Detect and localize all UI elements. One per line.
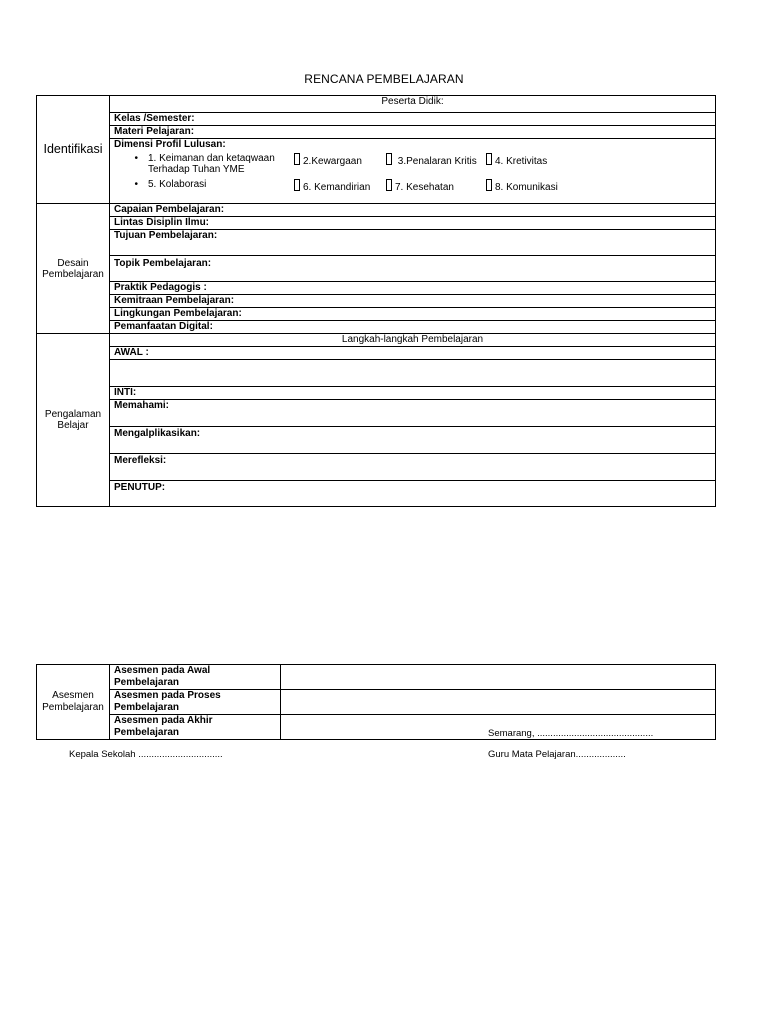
profil-option-4[interactable] [486,153,566,167]
profil-option-1-line2: Terhadap Tuhan YME [148,163,245,175]
row-capaian [37,204,716,217]
document-title: RENCANA PEMBELAJARAN [304,72,464,86]
pemanfaatan-digital-field[interactable]: Pemanfaatan Digital: [110,321,716,334]
kemitraan-field[interactable]: Kemitraan Pembelajaran: [110,295,716,308]
row-kelas [37,113,716,126]
lingkungan-field[interactable]: Lingkungan Pembelajaran: [110,308,716,321]
profil-option-3[interactable] [386,153,486,167]
row-langkah [37,334,716,347]
row-awal [37,347,716,360]
dimensi-profil-label: Dimensi Profil Lulusan: [110,139,716,152]
row-materi [37,126,716,139]
asesmen-proses-label: Asesmen pada Proses Pembelajaran [110,690,281,715]
langkah-heading: Langkah-langkah Pembelajaran [110,334,716,347]
row-lintas [37,217,716,230]
materi-pelajaran-field[interactable]: Materi Pelajaran: [110,126,716,139]
profil-option-1 [148,153,294,175]
row-inti [37,387,716,400]
row-awal-content [37,360,716,387]
section-label-asesmen: Asesmen Pembelajaran [37,665,110,740]
row-topik [37,256,716,282]
praktik-pedagogis-field[interactable]: Praktik Pedagogis : [110,282,716,295]
peserta-didik-heading: Peserta Didik: [110,96,716,113]
lesson-plan-table [36,95,716,507]
asesmen-proses-field[interactable] [281,690,716,715]
checkbox-icon[interactable] [386,179,392,191]
merefleksi-field[interactable]: Merefleksi: [110,454,716,481]
topik-pembelajaran-field[interactable]: Topik Pembelajaran: [110,256,716,282]
profil-option-4-label: 4. Kretivitas [495,155,548,167]
profil-option-8-label: 8. Komunikasi [495,181,558,193]
asesmen-awal-label: Asesmen pada Awal Pembelajaran [110,665,281,690]
profil-option-7-label: 7. Kesehatan [395,181,454,193]
row-asesmen-proses [37,690,716,715]
row-memahami [37,400,716,427]
row-peserta-didik [37,96,716,113]
checkbox-icon[interactable] [486,153,492,165]
asesmen-akhir-label: Asesmen pada Akhir Pembelajaran [110,715,281,740]
lintas-disiplin-field[interactable]: Lintas Disiplin Ilmu: [110,217,716,230]
bullet-icon: • [134,178,138,190]
row-lingkungan [37,308,716,321]
section-label-desain: Desain Pembelajaran [37,204,110,334]
checkbox-icon[interactable] [386,153,392,165]
memahami-field[interactable]: Memahami: [110,400,716,427]
row-digital [37,321,716,334]
mengaplikasikan-field[interactable]: Mengalplikasikan: [110,427,716,454]
row-penutup [37,481,716,507]
profil-option-2[interactable] [294,153,386,167]
profil-options [110,152,716,204]
row-dimensi [37,139,716,152]
signature-place-date: Semarang, ............................................ [488,728,654,739]
profil-option-1-line1: 1. Keimanan dan ketaqwaan [148,152,275,164]
profil-option-8[interactable] [486,179,566,193]
profil-row-2 [114,179,711,192]
row-mengaplikasikan [37,427,716,454]
section-label-pengalaman: Pengalaman Belajar [37,334,110,507]
row-asesmen-awal [37,665,716,690]
row-merefleksi [37,454,716,481]
profil-row-1 [114,153,711,178]
awal-content-field[interactable] [110,360,716,387]
capaian-pembelajaran-field[interactable]: Capaian Pembelajaran: [110,204,716,217]
profil-option-5: 5. Kolaborasi [148,178,207,190]
kelas-semester-field[interactable]: Kelas /Semester: [110,113,716,126]
checkbox-icon[interactable] [294,153,300,165]
profil-option-6[interactable] [294,179,386,193]
inti-label: INTI: [110,387,716,400]
checkbox-icon[interactable] [294,179,300,191]
row-praktik [37,282,716,295]
row-kemitraan [37,295,716,308]
profil-option-7[interactable] [386,179,486,193]
asesmen-awal-field[interactable] [281,665,716,690]
section-label-identifikasi: Identifikasi [37,96,110,204]
row-profil-options [37,152,716,204]
bullet-icon: • [134,152,138,164]
awal-label: AWAL : [110,347,716,360]
penutup-field[interactable]: PENUTUP: [110,481,716,507]
tujuan-pembelajaran-field[interactable]: Tujuan Pembelajaran: [110,230,716,256]
signature-guru: Guru Mata Pelajaran................... [488,749,626,760]
profil-option-2-label: 2.Kewargaan [303,155,362,167]
profil-option-3-label: 3.Penalaran Kritis [397,155,477,167]
profil-option-6-label: 6. Kemandirian [303,181,371,193]
signature-kepala-sekolah: Kepala Sekolah ................................ [69,749,223,760]
row-tujuan [37,230,716,256]
checkbox-icon[interactable] [486,179,492,191]
